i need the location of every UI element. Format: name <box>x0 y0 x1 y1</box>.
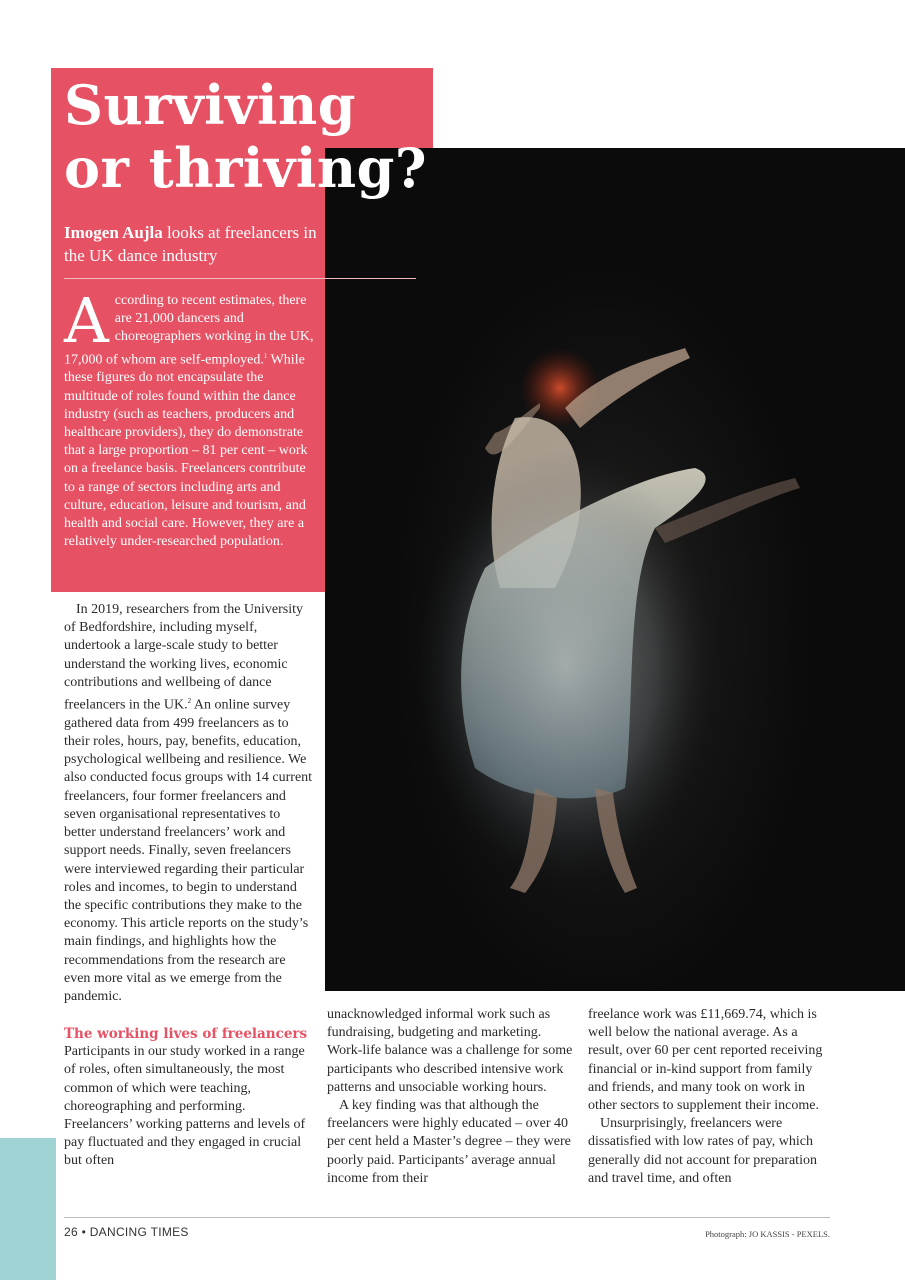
dancer-illustration <box>325 148 905 991</box>
photo-credit: Photograph: JO KASSIS - PEXELS. <box>705 1229 830 1239</box>
dancer-photograph <box>325 148 905 991</box>
deck-text: looks at freelancers in the UK dance industry <box>64 223 317 265</box>
column-1 <box>64 601 314 1171</box>
author-name: Imogen Aujla <box>64 223 163 242</box>
article-deck <box>64 221 324 267</box>
footer-divider <box>64 1217 830 1218</box>
intro-text: ccording to recent estimates, there are 21,000 dancers and choreographers working in the UK, 17,000 of whom are self-employed. <box>64 293 314 368</box>
reference-1: 1 <box>263 351 268 360</box>
intro-paragraph <box>64 284 314 552</box>
body-paragraph <box>64 601 314 1006</box>
title-line-1: Surviving <box>64 73 357 137</box>
intro-text-continued: While these figures do not encapsulate the multitude of roles found within the dance industry (such as teachers, producers and healthcare providers), they do demonstrate that a large proportion – 81 per cent – work on a freelance basis. Freelancers contribute to a range of sectors including arts and culture, education, leisure and tourism, and health and social care. However, they are a relatively under-researched population. <box>64 352 308 550</box>
body-paragraph: A key finding was that although the freelancers were highly educated – over 40 per cent held a Master’s degree – they were poorly paid. Participants’ average annual income from their <box>327 1098 571 1186</box>
body-text: In 2019, researchers from the University of Bedfordshire, including myself, undertook a large-scale study to better understand the working lives, economic contributions and wellbeing of dance freelancers in the UK. <box>64 602 304 713</box>
title-line-2: or thriving? <box>64 136 427 200</box>
body-paragraph: unacknowledged informal work such as fundraising, budgeting and marketing. Work-life balance was a challenge for some participants who described intensive work patterns and unsociable working hours. <box>327 1007 573 1095</box>
body-paragraph: Participants in our study worked in a range of roles, often simultaneously, the most common of which were teaching, choreographing and performing. Freelancers’ working patterns and levels of pay fluctuated and they engaged in crucial but often <box>64 1044 306 1169</box>
article-title <box>64 74 427 200</box>
reference-2: 2 <box>187 697 192 706</box>
deck-divider <box>64 278 416 279</box>
drop-cap: A <box>64 284 109 357</box>
body-text: An online survey gathered data from 499 freelancers as to their roles, hours, pay, benefits, education, psychological wellbeing and resilience. We also conducted focus groups with 14 current freelancers, four former freelancers and seven organisational representatives to better understand freelancers’ work and support needs. Finally, seven freelancers were interviewed regarding their particular roles and incomes, to begin to understand the specific contributions they make to the economy. This article reports on the study’s main findings, and highlights how the recommendations from the research are even more vital as we emerge from the pandemic. <box>64 697 313 1004</box>
column-3 <box>588 1006 834 1188</box>
page-folio: 26 • DANCING TIMES <box>64 1225 189 1239</box>
decorative-teal-strip <box>0 1138 56 1280</box>
section-subhead: The working lives of freelancers <box>64 1026 308 1043</box>
body-paragraph: Unsurprisingly, freelancers were dissatisfied with low rates of pay, which generally did not account for preparation and travel time, and often <box>588 1116 817 1186</box>
body-paragraph: freelance work was £11,669.74, which is well below the national average. As a result, over 60 per cent reported receiving financial or in-kind support from family and friends, and many took on work in other sectors to supplement their income. <box>588 1007 823 1114</box>
column-2 <box>327 1006 575 1188</box>
